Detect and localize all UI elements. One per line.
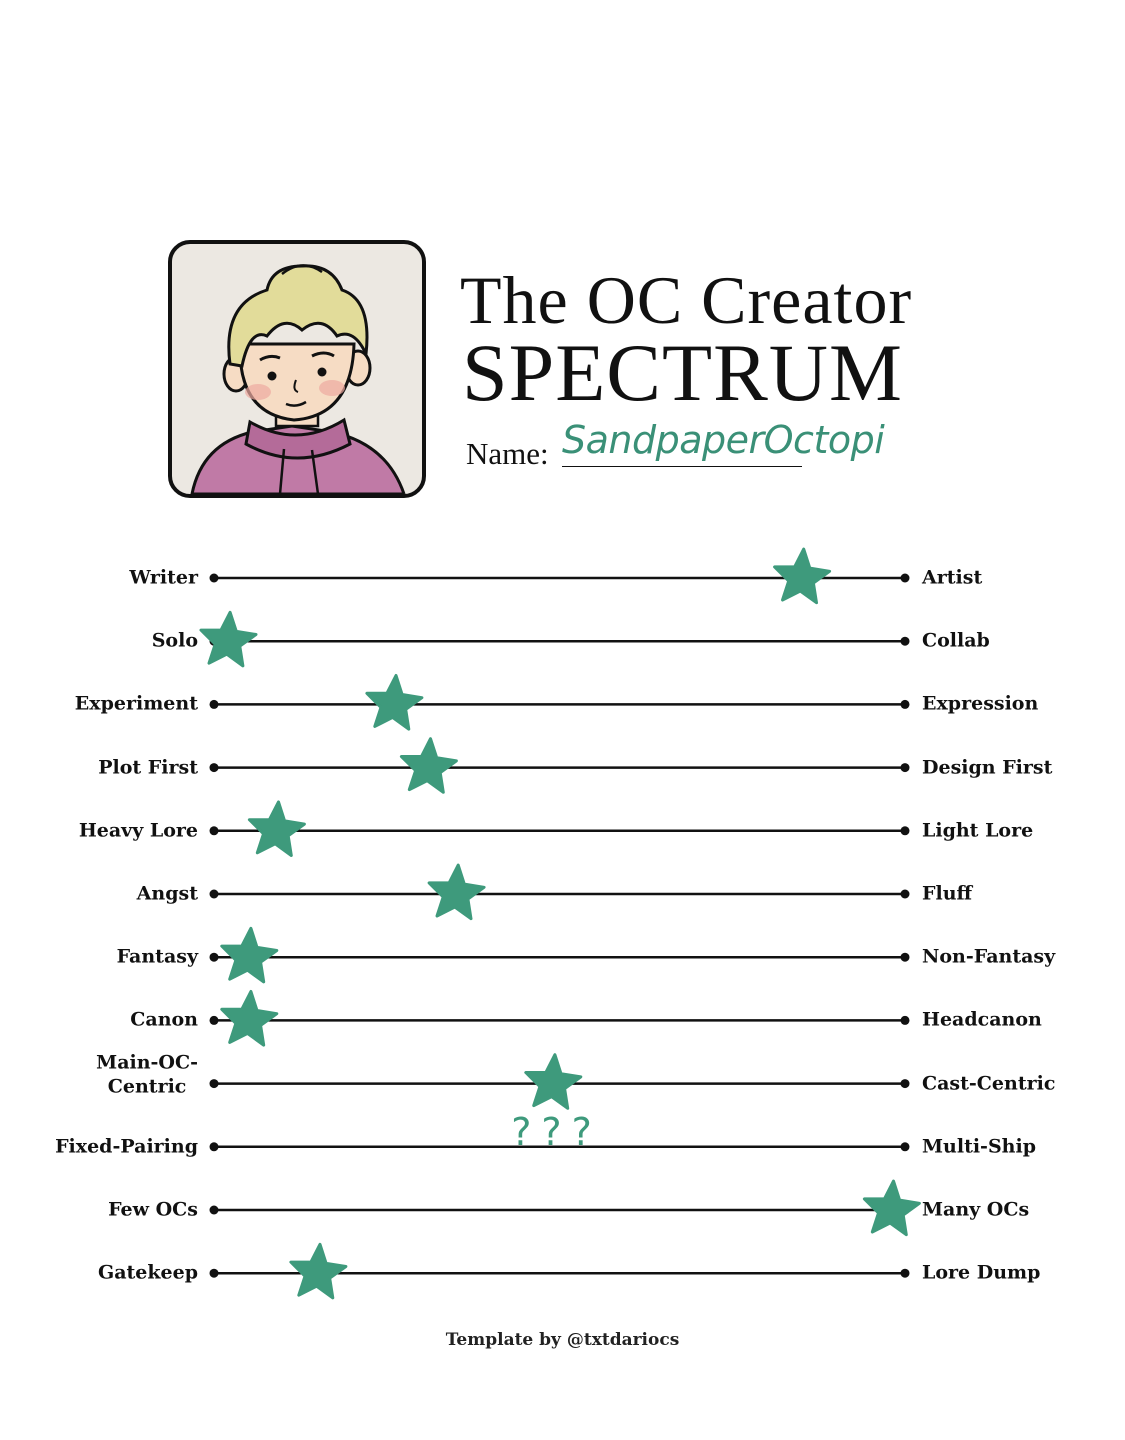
star-marker bbox=[222, 992, 277, 1046]
spectrum-right-label: Cast-Centric bbox=[922, 1072, 1056, 1095]
spectrum-left-endpoint bbox=[210, 890, 219, 899]
name-label: Name: bbox=[466, 436, 549, 471]
star-marker bbox=[291, 1244, 346, 1298]
spectrum-right-label: Multi-Ship bbox=[922, 1135, 1036, 1158]
spectrum-right-endpoint bbox=[901, 763, 910, 772]
spectrum-right-endpoint bbox=[901, 574, 910, 583]
spectrum-right-endpoint bbox=[901, 1142, 910, 1151]
spectrum-right-endpoint bbox=[901, 637, 910, 646]
spectrum-right-endpoint bbox=[901, 700, 910, 709]
spectrum-right-endpoint bbox=[901, 890, 910, 899]
spectrum-right-label: Many OCs bbox=[922, 1198, 1030, 1221]
spectrum-left-label: Heavy Lore bbox=[78, 819, 198, 842]
spectrum-left-label: Few OCs bbox=[108, 1198, 198, 1221]
spectrum-left-endpoint bbox=[210, 700, 219, 709]
spectrum-left-label: Fantasy bbox=[116, 945, 198, 968]
spectrum-left-label: Gatekeep bbox=[97, 1261, 198, 1284]
page-title: The OC Creator bbox=[460, 262, 913, 338]
spectrum-left-endpoint bbox=[210, 1142, 219, 1151]
star-marker bbox=[201, 612, 256, 666]
spectrum-right-endpoint bbox=[901, 826, 910, 835]
spectrum-left-endpoint bbox=[210, 1079, 219, 1088]
spectrum-left-label: Writer bbox=[129, 566, 198, 589]
star-marker bbox=[526, 1055, 581, 1109]
spectrum-left-label: Solo bbox=[151, 629, 198, 652]
spectrum-left-endpoint bbox=[210, 953, 219, 962]
star-marker bbox=[249, 802, 304, 856]
spectrum-left-endpoint bbox=[210, 826, 219, 835]
spectrum-left-endpoint bbox=[210, 1269, 219, 1278]
spectrum-right-label: Expression bbox=[922, 693, 1039, 716]
star-marker bbox=[401, 739, 456, 793]
star-marker bbox=[429, 865, 484, 919]
template-credit: Template by @txtdariocs bbox=[445, 1330, 680, 1350]
spectrum-right-label: Light Lore bbox=[922, 819, 1034, 842]
spectrum-note: ??? bbox=[511, 1109, 602, 1154]
spectrum-right-label: Headcanon bbox=[922, 1009, 1042, 1032]
spectrum-right-endpoint bbox=[901, 953, 910, 962]
spectrum-right-endpoint bbox=[901, 1016, 910, 1025]
spectrum-left-label: Fixed-Pairing bbox=[55, 1135, 198, 1158]
spectrum-right-label: Lore Dump bbox=[922, 1261, 1041, 1284]
spectrum-right-endpoint bbox=[901, 1269, 910, 1278]
spectrum-left-label: Angst bbox=[136, 882, 198, 905]
star-marker bbox=[222, 928, 277, 982]
spectrum-left-endpoint bbox=[210, 1016, 219, 1025]
name-handwritten-value: SandpaperOctopi bbox=[562, 418, 885, 462]
spectrum-right-label: Fluff bbox=[922, 882, 973, 905]
star-marker bbox=[775, 549, 830, 603]
spectrum-right-endpoint bbox=[901, 1079, 910, 1088]
spectrum-right-label: Non-Fantasy bbox=[922, 945, 1056, 968]
spectrum-left-label: Main-OC- Centric bbox=[96, 1050, 198, 1098]
spectrum-right-label: Artist bbox=[922, 566, 983, 589]
spectrum-left-label: Plot First bbox=[98, 756, 198, 779]
spectrum-left-label: Experiment bbox=[74, 693, 198, 716]
spectrum-left-label: Canon bbox=[130, 1009, 198, 1032]
spectrum-left-endpoint bbox=[210, 574, 219, 583]
spectrum-left-endpoint bbox=[210, 1206, 219, 1215]
page-subtitle: SPECTRUM bbox=[462, 327, 903, 418]
spectrum-right-label: Collab bbox=[922, 629, 990, 652]
star-marker bbox=[367, 676, 422, 730]
spectrum-left-endpoint bbox=[210, 763, 219, 772]
spectrum-right-label: Design First bbox=[922, 756, 1053, 779]
star-marker bbox=[864, 1181, 919, 1235]
